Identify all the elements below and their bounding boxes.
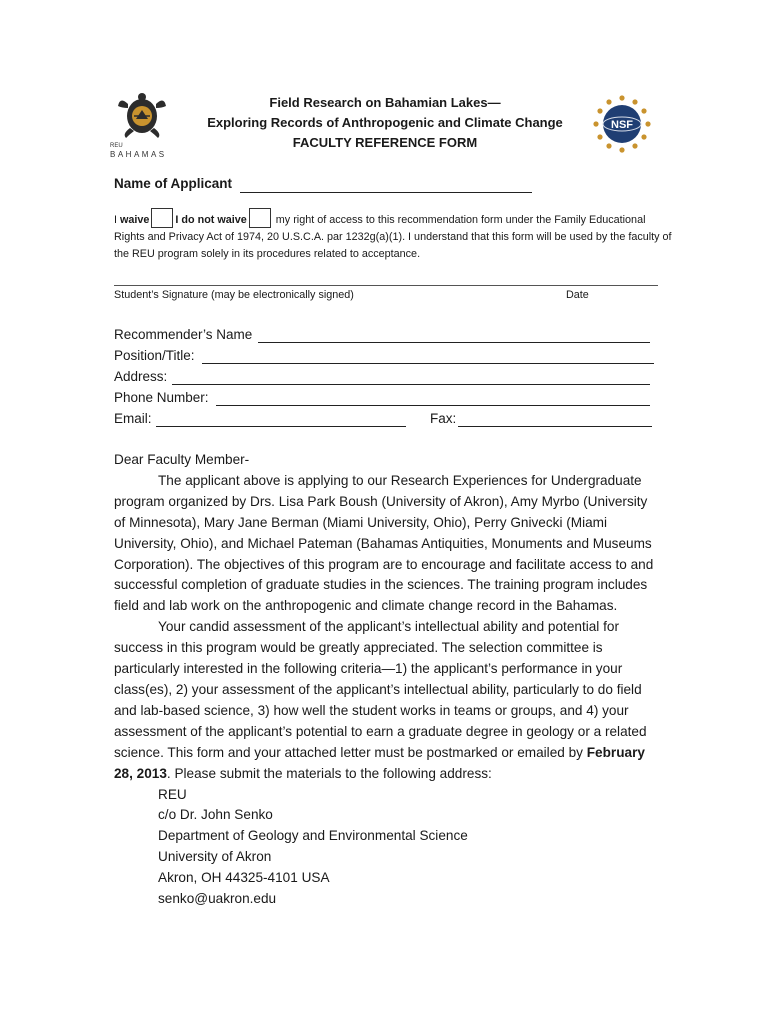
letter-body bbox=[114, 450, 659, 910]
signature-label: Student’s Signature (may be electronically signed) bbox=[114, 289, 354, 301]
letter-paragraph-2 bbox=[114, 617, 659, 784]
address-label: Address: bbox=[114, 369, 168, 384]
address-field[interactable] bbox=[172, 370, 650, 385]
recommender-name-field[interactable] bbox=[258, 328, 650, 343]
applicant-name-row bbox=[114, 176, 232, 191]
applicant-name-field[interactable] bbox=[240, 178, 532, 193]
nsf-logo-text: NSF bbox=[611, 119, 633, 131]
do-not-waive-label: I do not waive bbox=[175, 214, 247, 226]
paragraph-2-text: Your candid assessment of the applicant’s intellectual ability and potential for success in this program would be greatly appreciated. The selection committee is particularly interested in the following criteria—1) the applicant’s performance in your class(es), 2) your assessment of the applicant’s intellectual ability, particularly to do field and lab-based science, 3) how well the student works in teams or groups, and 4) your assessment of the applicant’s potential to earn a graduate degree in geology or a related science. This form and your attached letter must be postmarked or emailed by bbox=[114, 619, 647, 760]
phone-number-field[interactable] bbox=[216, 391, 650, 406]
applicant-name-label: Name of Applicant bbox=[114, 176, 233, 191]
fax-field[interactable] bbox=[458, 412, 652, 427]
email-field[interactable] bbox=[156, 412, 406, 427]
mailing-address-line: c/o Dr. John Senko bbox=[158, 807, 273, 823]
logo-reu-text: REU bbox=[110, 143, 123, 149]
waive-checkbox[interactable] bbox=[151, 208, 173, 228]
paragraph-2-closing: . Please submit the materials to the following address: bbox=[166, 765, 492, 781]
letter-greeting: Dear Faculty Member- bbox=[114, 452, 250, 467]
email-label: Email: bbox=[114, 411, 152, 426]
mailing-address-line: Department of Geology and Environmental Science bbox=[158, 828, 468, 844]
logo-bahamas-text: BAHAMAS bbox=[110, 150, 167, 159]
waive-label: waive bbox=[120, 214, 150, 226]
header-title-line1: Field Research on Bahamian Lakes— bbox=[269, 95, 501, 110]
form-title: FACULTY REFERENCE FORM bbox=[292, 135, 478, 150]
header-title-line2: Exploring Records of Anthropogenic and Climate Change bbox=[207, 115, 563, 130]
mailing-address-line: REU bbox=[158, 786, 187, 802]
mailing-address-line: Akron, OH 44325-4101 USA bbox=[158, 870, 330, 886]
position-title-field[interactable] bbox=[202, 349, 654, 364]
recommender-name-label: Recommender’s Name bbox=[114, 327, 253, 342]
position-title-label: Position/Title: bbox=[114, 348, 195, 363]
phone-number-label: Phone Number: bbox=[114, 390, 209, 405]
waiver-prefix: I bbox=[114, 214, 120, 226]
mailing-address-line: University of Akron bbox=[158, 849, 272, 865]
date-label: Date bbox=[566, 289, 589, 301]
waiver-body: my right of access to this recommendation form under the Family Educational Rights and Privacy Act of 1974, 20 U.S.C.A. par 1232g(a)(1). I understand that this form will be used by the faculty of the REU program solely in its procedures related to acceptance. bbox=[114, 214, 672, 260]
do-not-waive-checkbox[interactable] bbox=[249, 208, 271, 228]
deadline-date: February 28, 2013 bbox=[114, 744, 645, 781]
signature-line[interactable] bbox=[114, 285, 658, 286]
contact-email-link[interactable]: senko@uakron.edu bbox=[158, 891, 277, 907]
fax-label: Fax: bbox=[430, 411, 457, 426]
ferpa-waiver-text bbox=[114, 212, 674, 263]
letter-paragraph-1: The applicant above is applying to our Research Experiences for Undergraduate program organized by Drs. Lisa Park Boush (University of Akron), Amy Myrbo (University of Minnesota), Mary Jane Berman (Miami University, Ohio), Perry Gnivecki (Miami University, Ohio), and Michael Pateman (Bahamas Antiquities, Monuments and Museums Corporation). The objectives of this program are to encourage and facilitate access to and successful completion of graduate studies in the sciences. The training program includes field and lab work on the anthropogenic and climate change record in the Bahamas. bbox=[114, 472, 654, 614]
